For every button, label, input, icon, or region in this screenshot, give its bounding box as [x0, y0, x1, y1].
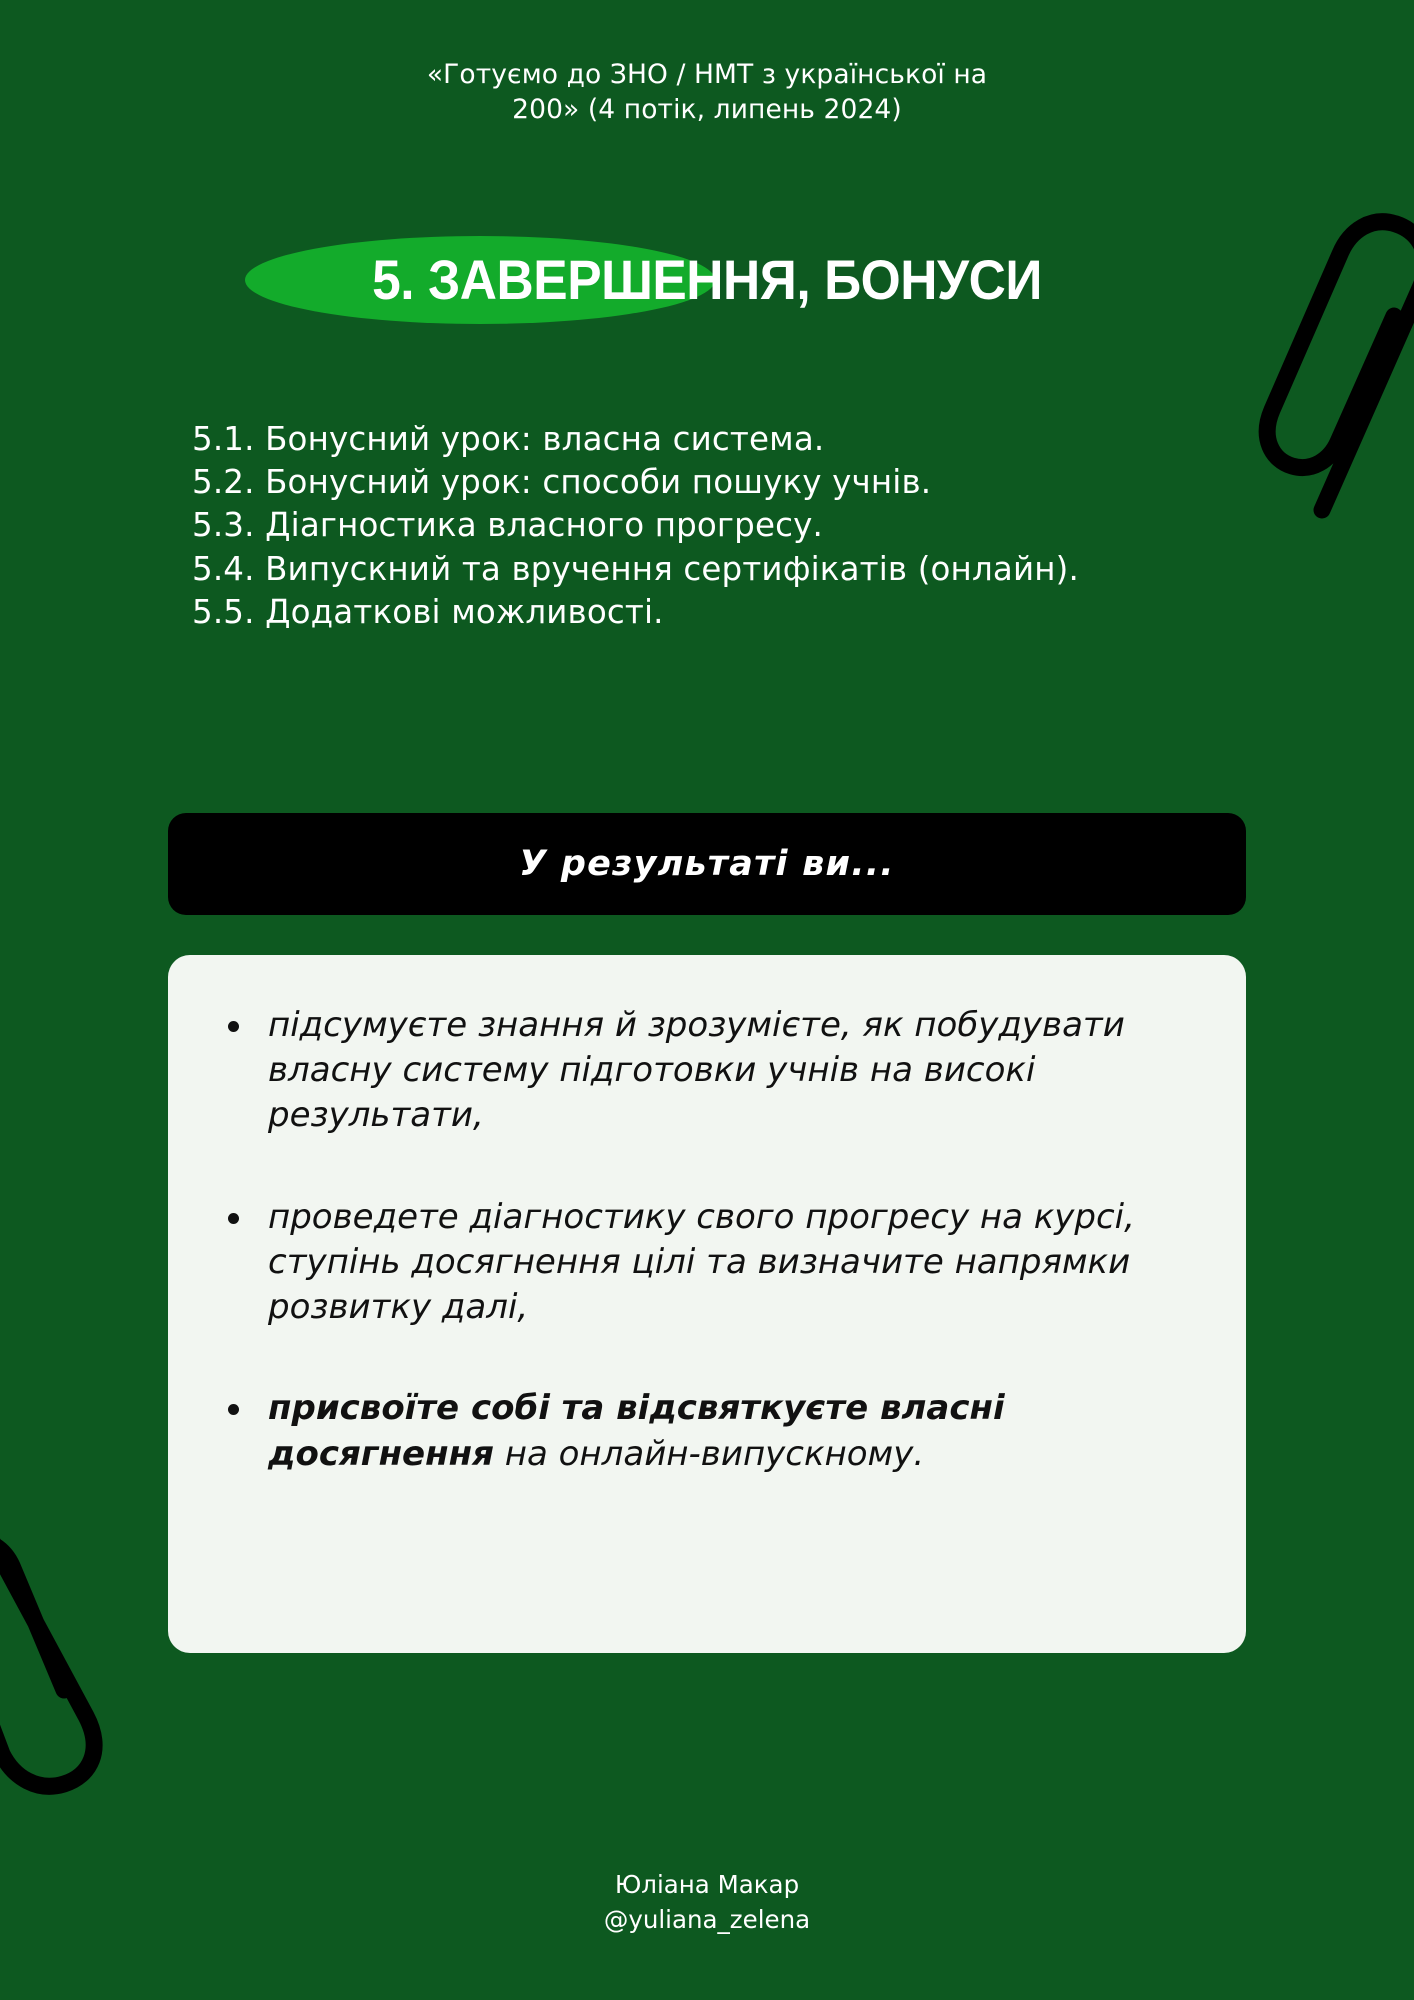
bullet-dot-icon — [228, 1021, 239, 1032]
agenda-item: 5.3. Діагностика власного прогресу. — [192, 506, 823, 545]
list-item — [216, 1003, 1188, 1139]
agenda-item: 5.5. Додаткові можливості. — [192, 592, 664, 631]
course-header-line-1: «Готуємо до ЗНО / НМТ з української на — [426, 59, 988, 90]
list-item-text: проведете діагностику свого прогресу на курсі, ступінь досягнення цілі та визначите напрямки розвитку далі, — [268, 1196, 1135, 1328]
footer-handle: @yuliana_zelena — [603, 1905, 811, 1935]
outcomes-list — [216, 1003, 1188, 1477]
list-item-text: підсумуєте знання й зрозумієте, як побудувати власну систему підготовки учнів на високі результати, — [268, 1005, 1125, 1136]
course-header-line-2: 200» (4 потік, липень 2024) — [512, 93, 902, 125]
list-item — [216, 1195, 1188, 1331]
outcomes-card — [168, 955, 1246, 1653]
agenda-item: 5.1. Бонусний урок: власна система. — [192, 420, 825, 458]
course-header — [0, 58, 1414, 128]
footer — [0, 1868, 1414, 1938]
results-banner — [168, 813, 1246, 915]
bullet-dot-icon — [228, 1213, 239, 1224]
agenda-item: 5.4. Випускний та вручення сертифікатів (онлайн). — [192, 549, 1079, 588]
list-item — [216, 1386, 1188, 1476]
agenda-item: 5.2. Бонусний урок: способи пошуку учнів. — [192, 463, 932, 502]
list-item-bold: присвоїте собі та відсвяткуєте власні досягнення — [268, 1388, 1005, 1474]
list-item-text: на онлайн-випускному. — [493, 1433, 925, 1474]
footer-author: Юліана Макар — [614, 1870, 800, 1900]
results-banner-text: У результаті ви... — [519, 844, 895, 884]
page-title — [0, 228, 1414, 338]
paperclip-icon — [0, 1470, 160, 1800]
agenda-list — [192, 418, 1292, 634]
title-text: 5. ЗАВЕРШЕННЯ, БОНУСИ — [372, 248, 1042, 311]
bullet-dot-icon — [228, 1404, 239, 1415]
